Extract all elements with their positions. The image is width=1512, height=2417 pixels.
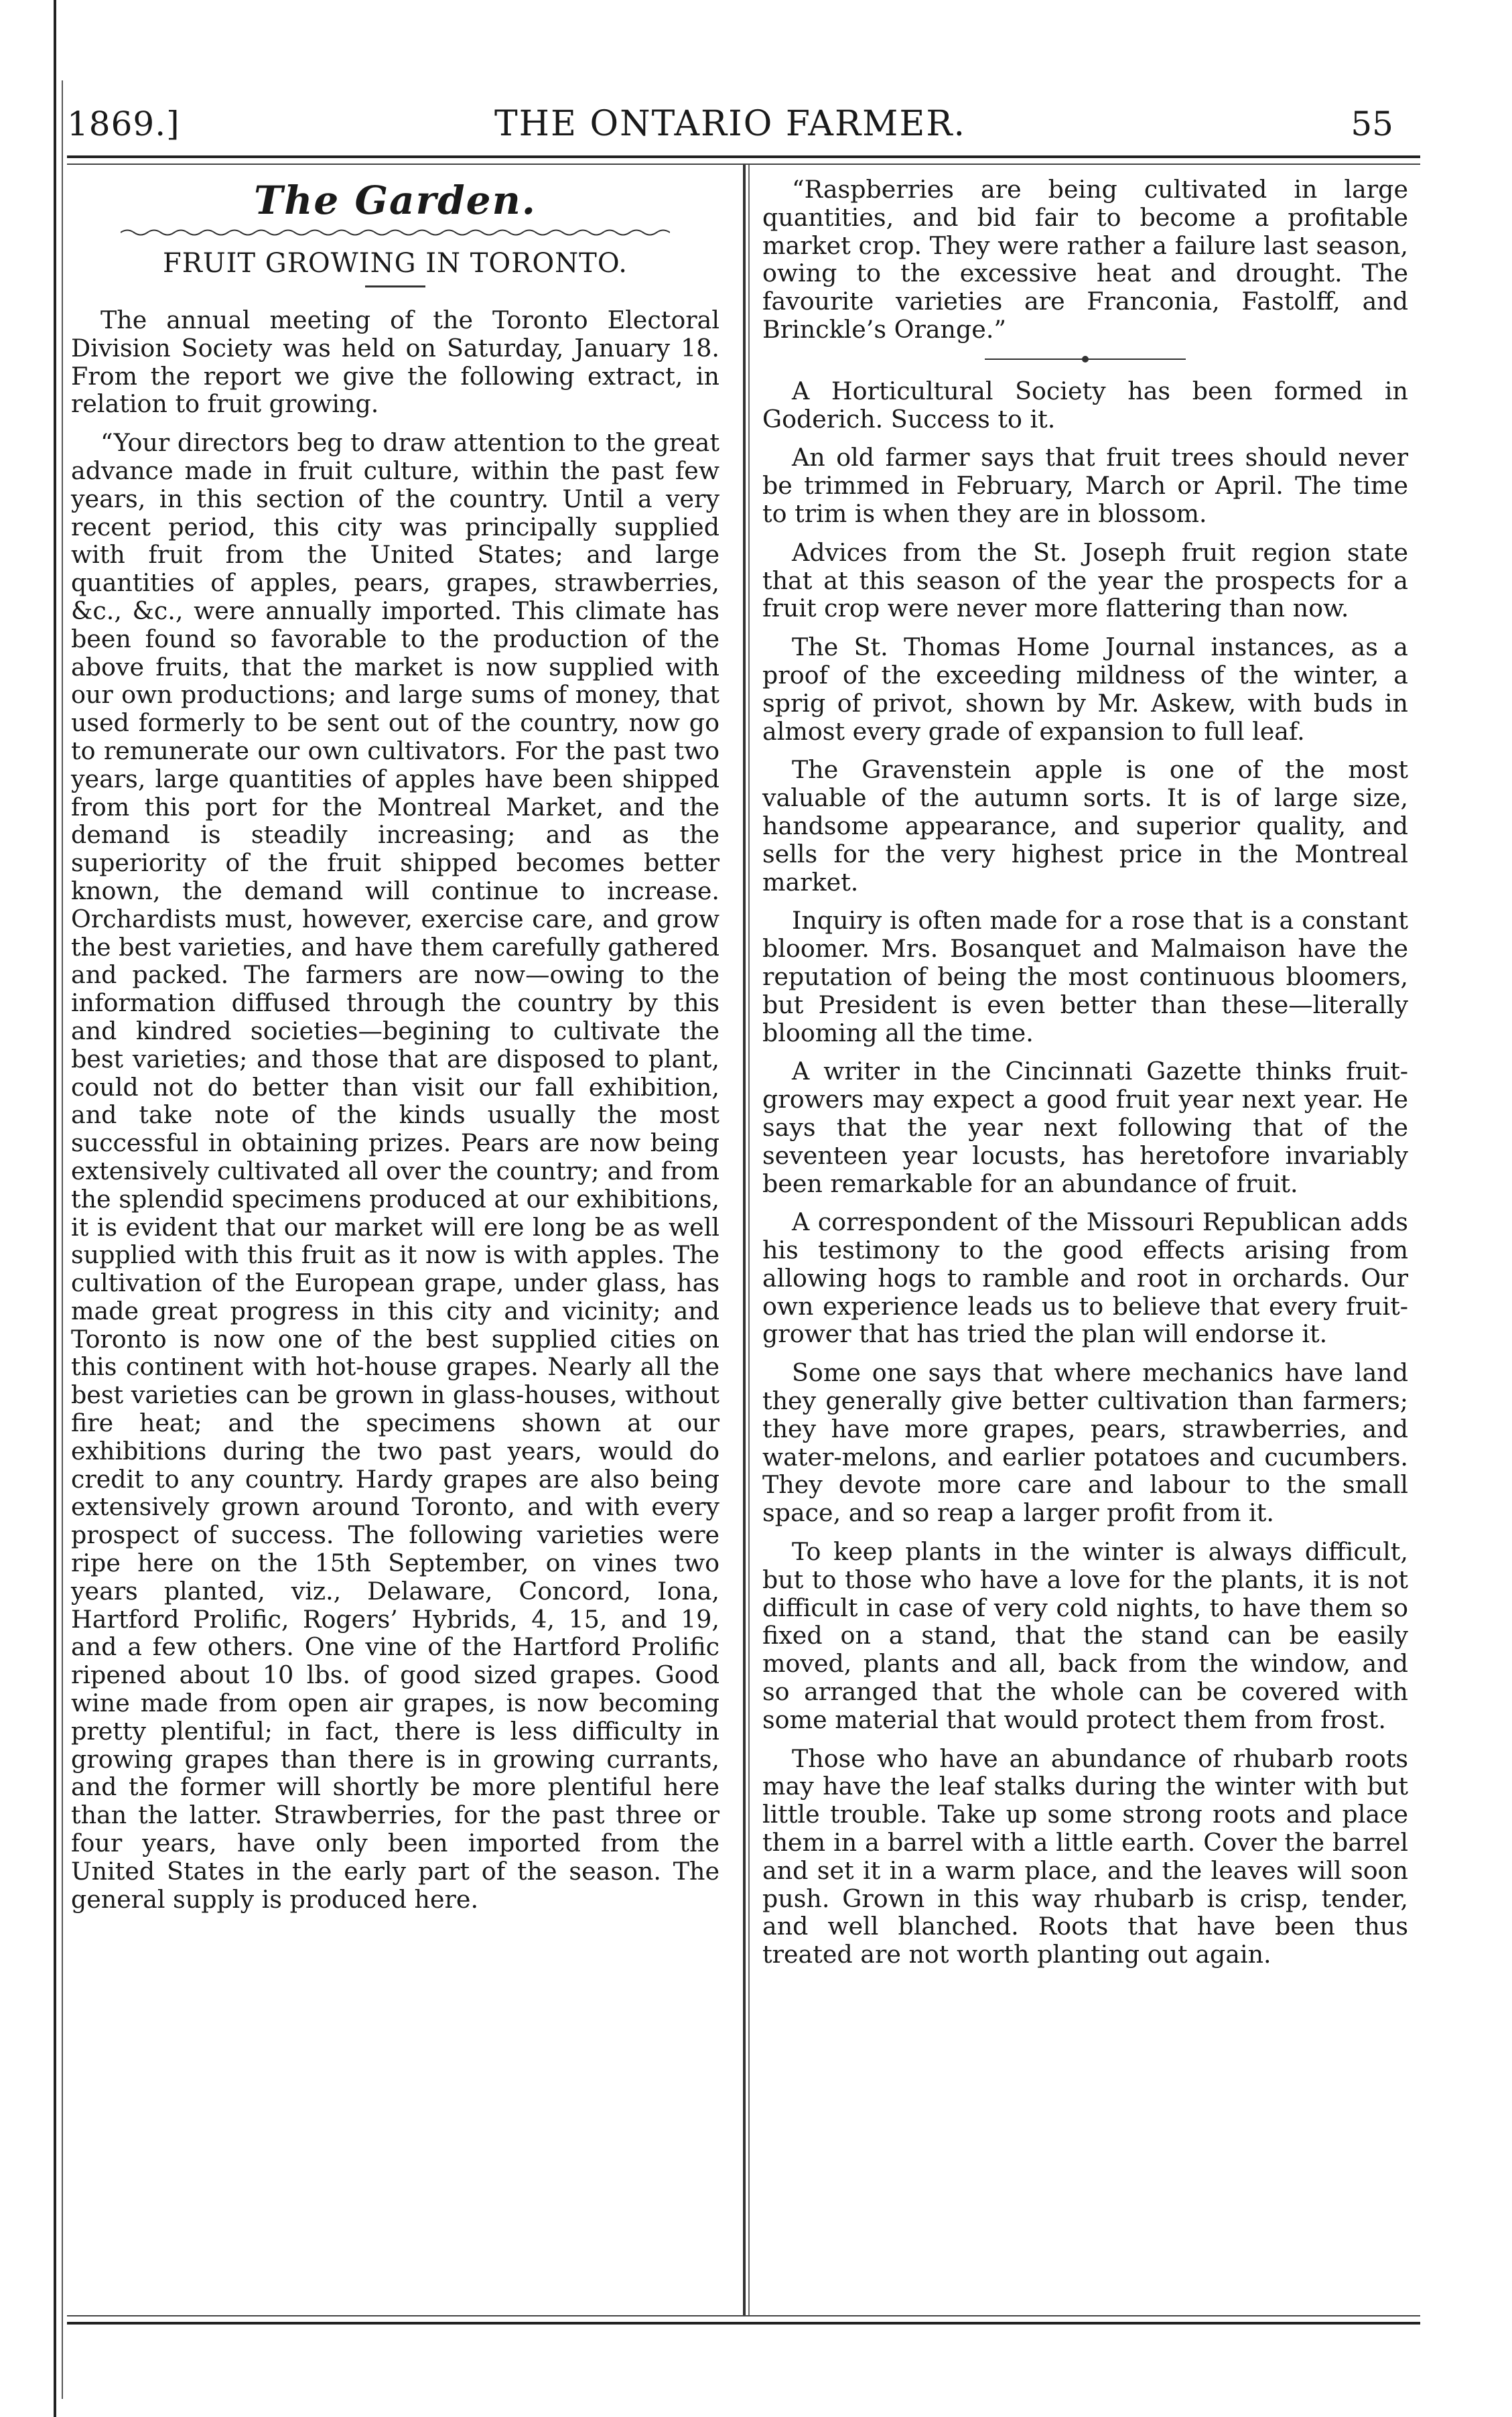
news-item: To keep plants in the winter is always difficult, but to those who have a love for the plants, it is not difficult in case of very cold nights, to have them so fixed on a stand, that the stand can be easily moved, plants and all, back from the window, and so arranged that the whole can be covered with some material that would protect them from frost. <box>762 1537 1408 1734</box>
section-heading: The Garden. <box>254 178 537 223</box>
page-number: 55 <box>1351 105 1393 143</box>
right-column <box>762 176 1408 1979</box>
header-rule-thick <box>67 155 1420 158</box>
footer-rule-thin <box>67 2315 1420 2316</box>
page-header <box>67 101 1393 147</box>
footer-rule-thick <box>67 2322 1420 2325</box>
news-item: Some one says that where mechanics have land they generally give better cultivation than farmers; they have more grapes, pears, strawberries, and water-melons, and earlier potatoes and cucumbers. They devote more care and labour to the small space, and so reap a larger profit from it. <box>762 1358 1408 1528</box>
news-item: Those who have an abundance of rhubarb roots may have the leaf stalks during the winter with but little trouble. Take up some strong roots and place them in a barrel with a little earth. Cover the barrel and set it in a warm place, and the leaves will soon push. Grown in this way rhubarb is crisp, tender, and well blanched. Roots that have been thus treated are not worth planting out again. <box>762 1744 1408 1969</box>
news-item: Advices from the St. Joseph fruit region state that at this season of the year the prospects for a fruit crop were never more flattering than now. <box>762 537 1408 623</box>
quoted-report-paragraph: “Your directors beg to draw attention to the great advance made in fruit culture, within the past few years, in this section of the country. Until a very recent period, this city was principally supplied with fruit from the United States; and large quantities of apples, pears, grapes, strawberries, &c., &c., were annually imported. This climate has been found so favorable to the production of the above fruits, that the market is now supplied with our own productions; and large sums of money, that used formerly to be sent out of the country, now go to remunerate our own cultivators. For the past two years, large quantities of apples have been shipped from this port for the Montreal Market, and the demand is steadily increasing; and as the superiority of the fruit shipped becomes better known, the demand will continue to increase. Orchardists must, however, exercise care, and grow the best varieties, and have them carefully gathered and packed. The farmers are now—owing to the information diffused through the country by this and kindred societies—begining to cultivate the best varieties; and those that are disposed to plant, could not do better than visit our fall exhibition, and take note of the kinds usually the most successful in obtaining prizes. Pears are now being extensively cultivated all over the country; and from the splendid specimens produced at our exhibitions, it is evident that our market will ere long be as well supplied with this fruit as it now is with apples. The cultivation of the European grape, under glass, has made great progress in this city and vicinity; and Toronto is now one of the best supplied cities on this continent with hot-house grapes. Nearly all the best varieties can be grown in glass-houses, without fire heat; and the specimens shown at our exhibitions during the two past years, would do credit to any country. Hardy grapes are also being extensively grown around Toronto, and with every prospect of success. The following varieties were ripe here on the 15th September, on vines two years planted, viz., Delaware, Concord, Iona, Hartford Prolific, Rogers’ Hybrids, 4, 15, and 19, and a few others. One vine of the Hartford Prolific ripened about 10 lbs. of good sized grapes. Good wine made from open air grapes, is now becoming pretty plentiful; in fact, there is less difficulty in growing grapes than there is in growing currants, and the former will shortly be more plentiful here than the latter. Strawberries, for the past three or four years, have only been imported from the United States in the early part of the season. The general supply is produced here. <box>71 428 719 1914</box>
wavy-divider <box>121 228 670 237</box>
binding-rule-inner <box>62 80 63 2399</box>
news-item: A Horticultural Society has been formed in Goderich. Success to it. <box>762 376 1408 434</box>
header-year: 1869.] <box>67 105 180 143</box>
column-divider-thin <box>748 165 750 2315</box>
news-item: A writer in the Cincinnati Gazette thinks fruit-growers may expect a good fruit year next year. He says that the year next following that of the seventeen year locusts, has heretofore invariably been remarkable for an abundance of fruit. <box>762 1057 1408 1198</box>
title-rule <box>365 285 425 287</box>
news-item: An old farmer says that fruit trees should never be trimmed in February, March or April. The time to trim is when they are in blossom. <box>762 443 1408 528</box>
left-column <box>71 176 719 1924</box>
news-item: A correspondent of the Missouri Republican adds his testimony to the good effects arising from allowing hogs to ramble and root in orchards. Our own experience leads us to believe that every fruit-grower that has tried the plan will endorse it. <box>762 1207 1408 1349</box>
publication-title: THE ONTARIO FARMER. <box>494 104 967 144</box>
column-divider <box>743 165 746 2315</box>
news-item: Inquiry is often made for a rose that is a constant bloomer. Mrs. Bosanquet and Malmaison have the reputation of being the most continuous bloomers, but President is even better than these—literally blooming all the time. <box>762 906 1408 1047</box>
intro-paragraph: The annual meeting of the Toronto Electoral Division Society was held on Saturday, January 18. From the report we give the following extract, in relation to fruit growing. <box>71 306 719 419</box>
news-item: The St. Thomas Home Journal instances, as a proof of the exceeding mildness of the winter, a sprig of privot, shown by Mr. Askew, with buds in almost every grade of expansion to full leaf. <box>762 633 1408 746</box>
news-item: The Gravenstein apple is one of the most valuable of the autumn sorts. It is of large size, handsome appearance, and superior quality, and sells for the very highest price in the Montreal market. <box>762 755 1408 897</box>
article-title: FRUIT GROWING IN TORONTO. <box>163 248 628 279</box>
binding-rule <box>54 0 56 2417</box>
ornamental-divider <box>985 354 1186 364</box>
quoted-report-continued: “Raspberries are being cultivated in large quantities, and bid fair to become a profitable market crop. They were rather a failure last season, owing to the excessive heat and drought. The favourite varieties are Franconia, Fastolff, and Brinckle’s Orange.” <box>762 175 1408 344</box>
